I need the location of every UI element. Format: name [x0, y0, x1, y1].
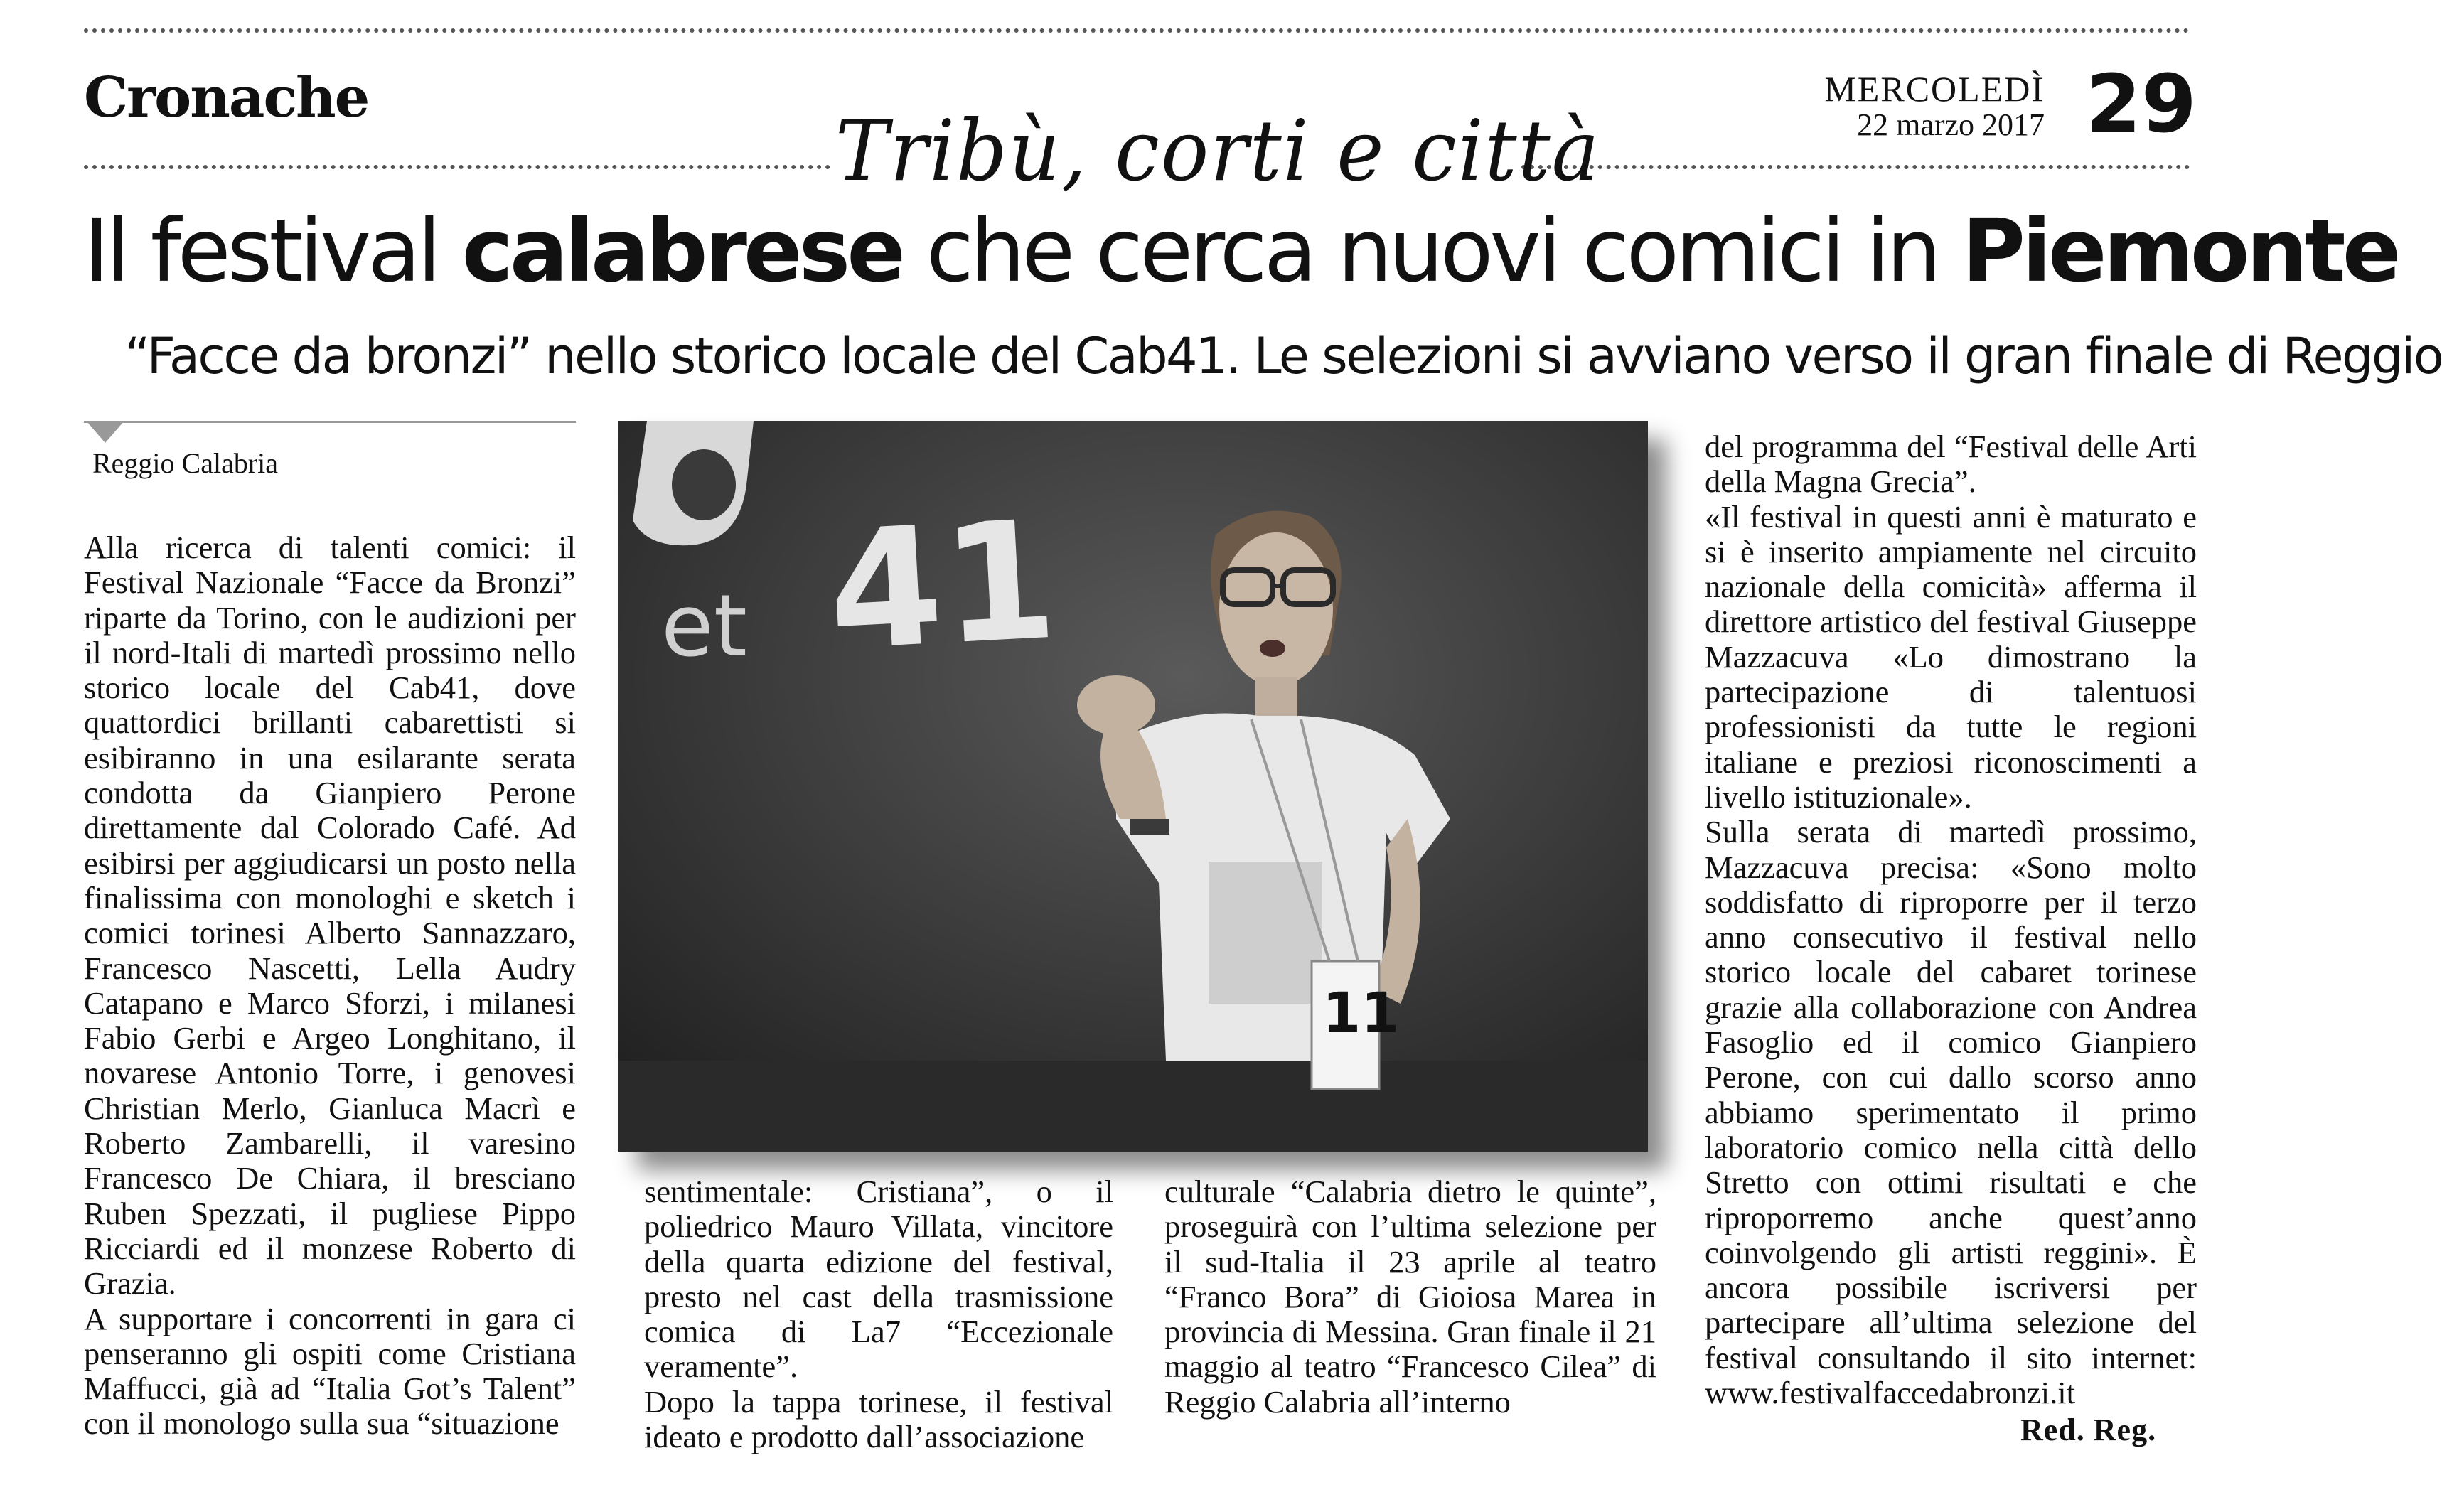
article-column-1: [84, 530, 576, 1442]
paragraph: culturale “Calabria dietro le quinte”, proseguirà con l’ultima selezione per il sud-Italia il 23 aprile al teatro “Franco Bora” di Gioiosa Marea in provincia di Messina. Gran finale il 21 maggio al teatro “Francesco Cilea” di Reggio Calabria all’interno: [1164, 1174, 1656, 1420]
article-column-3: [1164, 1174, 1656, 1420]
sign-text: 41: [823, 486, 1061, 687]
paragraph: Dopo la tappa torinese, il festival ideato e prodotto dall’associazione: [644, 1383, 1113, 1455]
paragraph: A supportare i concorrenti in gara ci penseranno gli ospiti come Cristiana Maffucci, già ad “Italia Got’s Talent” con il monologo sulla sua “situazione: [84, 1300, 576, 1442]
byline-triangle-icon: [87, 422, 124, 443]
headline-part-1: Il festival: [84, 200, 462, 301]
author-credit: Red. Reg.: [2020, 1412, 2157, 1447]
section-title: Cronache: [84, 65, 369, 130]
photo-comedian-on-stage: [618, 421, 1648, 1152]
badge-number: 11: [1322, 982, 1400, 1046]
article-photo: [618, 421, 1648, 1152]
paragraph: Alla ricerca di talenti comici: il Festival Nazionale “Facce da Bronzi” riparte da Torino, con le audizioni per il nord-Itali di martedì prossimo nello storico locale del Cab41, dove quattordici brillanti cabarettisti si esibiranno in una esilarante serata condotta da Gianpiero Perone direttamente dal Colorado Café. Ad esibirsi per aggiudicarsi un posto nella finalissima con monologhi e sketch i comici torinesi Alberto Sannazzaro, Francesco Nascetti, Lella Audry Catapano e Marco Sforzi, i milanesi Fabio Gerbi e Argeo Longhitano, il novarese Antonio Torre, i genovesi Christian Merlo, Gianluca Macrì e Roberto Zambarelli, il varesino Francesco De Chiara, il bresciano Ruben Spezzati, il pugliese Pippo Ricciardi ed il monzese Roberto di Grazia.: [84, 530, 576, 1302]
masthead-dotted-rule-right: [1521, 165, 2190, 169]
page-number: 29: [2086, 58, 2197, 151]
article-subtitle: “Facce da bronzi” nello storico locale del Cab41. Le selezioni si avviano verso il gran finale di Reggio: [124, 327, 2442, 385]
article-column-2: [644, 1174, 1113, 1454]
headline-bold-2: Piemonte: [1961, 200, 2398, 301]
sign-small-text: et: [661, 577, 747, 676]
masthead-dotted-rule-left: [84, 165, 830, 169]
paragraph: sentimentale: Cristiana”, o il poliedrico Mauro Villata, vincitore della quarta edizione del festival, presto nel cast della trasmissione comica di La7 “Eccezionale veramente”.: [644, 1174, 1113, 1385]
headline-bold-1: calabrese: [461, 200, 902, 301]
paragraph: «Il festival in questi anni è maturato e si è inserito ampiamente nel circuito nazionale della comicità» afferma il direttore artistico del festival Giuseppe Mazzacuva «Lo dimostrano la partecipazione di talentuosi professionisti da tutte le regioni italiane e preziosi riconoscimenti a livello istituzionale».: [1705, 498, 2197, 815]
paragraph: Sulla serata di martedì prossimo, Mazzacuva precisa: «Sono molto soddisfatto di riproporre per il terzo anno consecutivo il festival nello storico locale del cabaret torinese grazie alla collaborazione con Andrea Fasoglio ed il comico Gianpiero Perone, con cui dallo scorso anno abbiamo sperimentato il primo laboratorio comico nella città dello Stretto con ottimi risultati e che riproporremo anche quest’anno coinvolgendo gli artisti reggini». È ancora possibile iscriversi per partecipare all’ultima selezione del festival consultando il sito internet: www.festivalfaccedabronzi.it: [1705, 814, 2197, 1411]
headline-part-2: che cerca nuovi comici in: [901, 200, 1962, 301]
article-column-4: [1705, 429, 2197, 1410]
article-headline: [84, 200, 2398, 301]
byline-rule: [84, 421, 576, 423]
issue-date: 22 marzo 2017: [1857, 107, 2045, 142]
paragraph: del programma del “Festival delle Arti della Magna Grecia”.: [1705, 429, 2197, 500]
issue-day: MERCOLEDÌ: [1824, 69, 2045, 109]
masthead-title: Tribù, corti e città: [835, 102, 1601, 200]
byline-location: Reggio Calabria: [92, 447, 279, 479]
top-dotted-rule: [84, 28, 2190, 33]
